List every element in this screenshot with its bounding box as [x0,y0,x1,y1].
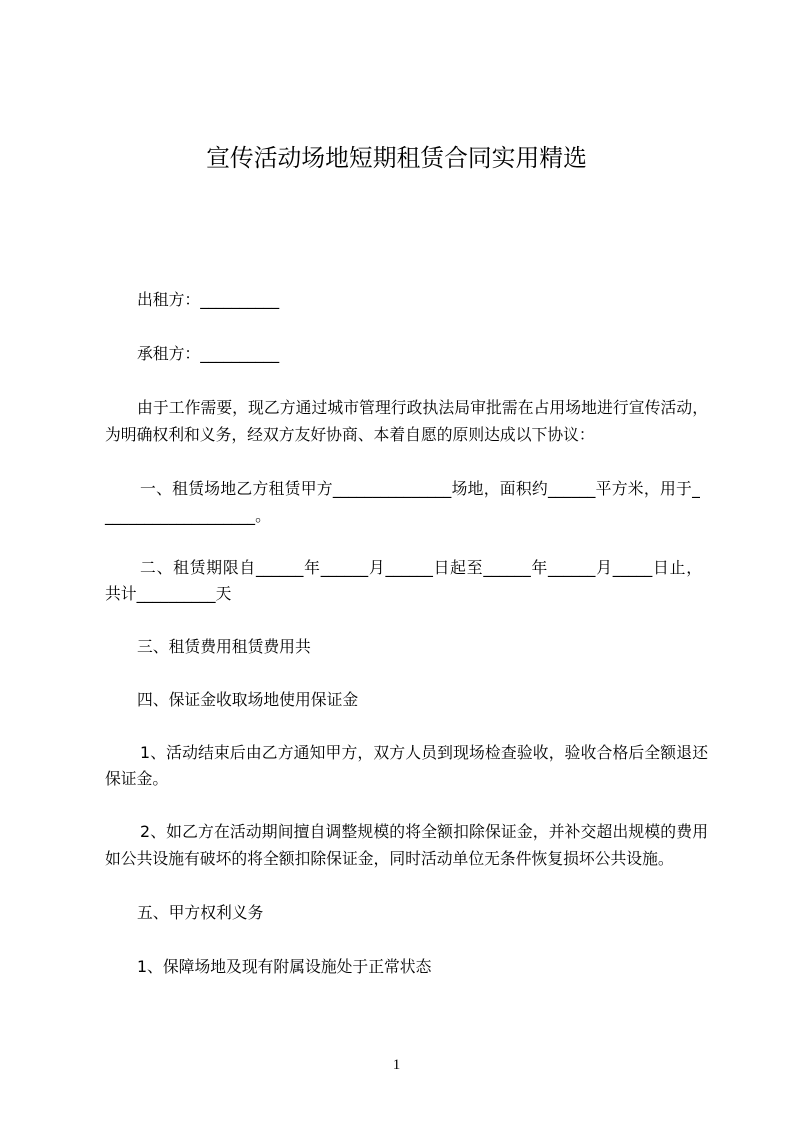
clause-5-1-line: 1、保障场地及现有附属设施处于正常状态 [137,957,432,976]
clause-4-1-line-2: 保证金。 [105,769,169,788]
page-number: 1 [392,1057,401,1073]
clause-2-line-1: 二、租赁期限自______年______月______日起至______年______月_____日止， [140,558,702,577]
clause-4-heading: 四、保证金收取场地使用保证金 [137,690,359,709]
clause-4-2-line-2: 如公共设施有破坏的将全额扣除保证金，同时活动单位无条件恢复损坏公共设施。 [105,849,674,868]
clause-4-1-line-1: 1、活动结束后由乙方通知甲方，双方人员到现场检查验收，验收合格后全额退还 [140,743,708,762]
clause-2-line-2: 共计__________天 [105,584,232,603]
clause-5-heading: 五、甲方权利义务 [137,903,264,922]
lessor-line: 出租方：__________ [137,290,280,309]
preamble-line-1: 由于工作需要，现乙方通过城市管理行政执法局审批需在占用场地进行宣传活动， [137,398,708,417]
preamble-line-2: 为明确权利和义务，经双方友好协商、本着自愿的原则达成以下协议： [105,425,595,444]
clause-1-line-1: 一、租赁场地乙方租赁甲方_______________场地，面积约______平方米，用于_ [140,479,700,498]
clause-4-2-line-1: 2、如乙方在活动期间擅自调整规模的将全额扣除保证金，并补交超出规模的费用 [140,822,708,841]
lessee-line: 承租方：__________ [137,344,280,363]
document-title: 宣传活动场地短期租赁合同实用精选 [206,144,587,172]
clause-3-heading: 三、租赁费用租赁费用共 [137,637,311,656]
clause-1-line-2: ___________________。 [105,506,271,525]
